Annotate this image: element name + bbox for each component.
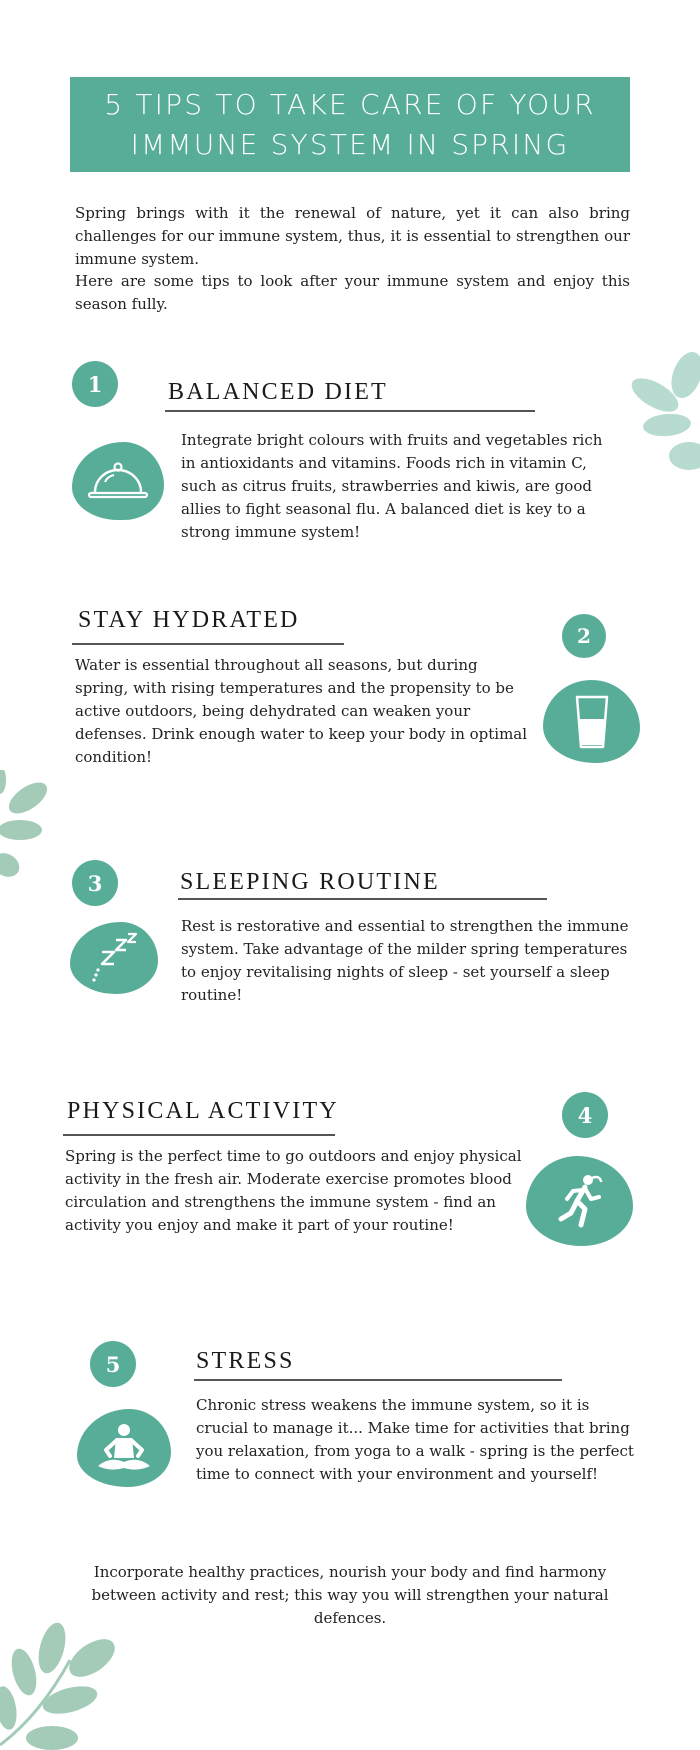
meditation-icon	[94, 1422, 154, 1474]
tip-heading-physical-activity: PHYSICAL ACTIVITY	[67, 1098, 339, 1124]
intro-paragraph-2: Here are some tips to look after your immune system and enjoy this season fully.	[75, 272, 630, 313]
title-banner	[70, 77, 630, 172]
water-glass-icon	[572, 693, 612, 751]
leaf-decoration-right-icon	[625, 350, 700, 475]
tip-text-physical-activity: Spring is the perfect time to go outdoors and enjoy physical activity in the fresh air. Moderate exercise promotes blood circulation and strengthens the immune system - find an activity you enjoy and make it part of your routine!	[65, 1147, 522, 1234]
title-line-2: IMMUNE SYSTEM IN SPRING	[130, 127, 570, 161]
tip-text-stress: Chronic stress weakens the immune system, so it is crucial to manage it... Make time for activities that bring you relaxation, from yoga to a walk - spring is the perfect time to connect with your environment and yourself!	[196, 1396, 634, 1483]
tip-text-stay-hydrated: Water is essential throughout all seasons, but during spring, with rising temperatures and the propensity to be active outdoors, being dehydrated can weaken your defenses. Drink enough water to keep your body in optimal condition!	[75, 656, 528, 766]
tip-heading-stress: STRESS	[196, 1348, 295, 1374]
leaf-decoration-left-icon	[0, 770, 55, 885]
sleep-zzz-icon	[88, 932, 140, 984]
tip-5-icon-badge	[77, 1409, 171, 1487]
tip-3-icon-badge	[70, 922, 158, 994]
leaf-branch-decoration-icon	[0, 1620, 130, 1750]
food-cloche-icon	[86, 458, 150, 504]
tip-5-divider	[194, 1379, 562, 1381]
title-line-1: 5 TIPS TO TAKE CARE OF YOUR	[104, 87, 596, 121]
tip-text-balanced-diet: Integrate bright colours with fruits and vegetables rich in antioxidants and vitamins. Foods rich in vitamin C, such as citrus fruits, strawberries and kiwis, are good allies to fight seasonal flu. A balanced diet is key to a strong immune system!	[181, 431, 603, 541]
tip-number-5: 5	[90, 1341, 136, 1387]
tip-number-1: 1	[72, 361, 118, 407]
tip-2-icon-badge	[543, 680, 640, 763]
tip-1-divider	[165, 410, 535, 412]
tip-heading-balanced-diet: BALANCED DIET	[168, 379, 388, 405]
tip-heading-sleeping-routine: SLEEPING ROUTINE	[180, 869, 440, 895]
tip-1-icon-badge	[72, 442, 164, 520]
tip-4-divider	[63, 1134, 335, 1136]
intro-paragraph-1: Spring brings with it the renewal of nature, yet it can also bring challenges for our immune system, thus, it is essential to strengthen our immune system.	[75, 204, 630, 268]
tip-2-divider	[72, 643, 344, 645]
tip-number-4: 4	[562, 1092, 608, 1138]
tip-number-3: 3	[72, 860, 118, 906]
tip-heading-stay-hydrated: STAY HYDRATED	[78, 607, 300, 633]
runner-icon	[555, 1171, 605, 1231]
tip-number-2: 2	[562, 614, 606, 658]
closing-paragraph: Incorporate healthy practices, nourish your body and find harmony between activity and rest; this way you will strengthen your natural defences.	[91, 1563, 609, 1627]
tip-4-icon-badge	[526, 1156, 633, 1246]
tip-3-divider	[178, 898, 547, 900]
tip-text-sleeping-routine: Rest is restorative and essential to strengthen the immune system. Take advantage of the milder spring temperatures to enjoy revitalising nights of sleep - set yourself a sleep routine!	[181, 917, 629, 1004]
